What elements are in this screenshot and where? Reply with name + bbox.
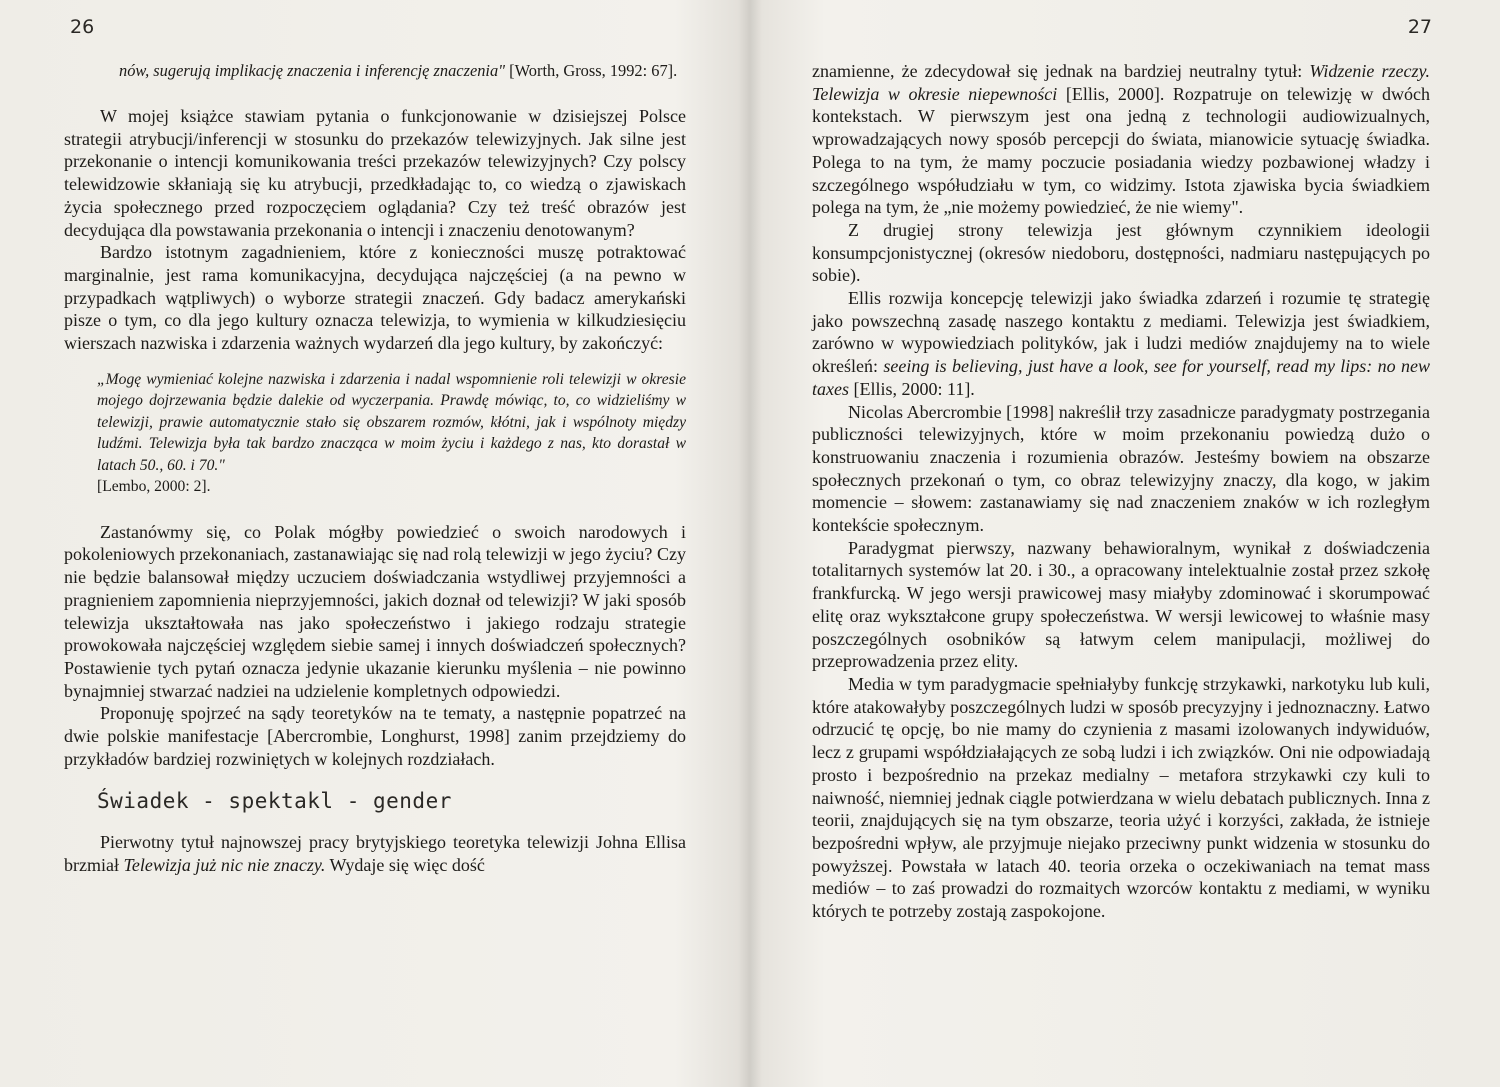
paragraph-r1-a: znamienne, że zdecydował się jednak na bardziej neutralny tytuł: [812, 61, 1310, 81]
left-page-text [64, 60, 686, 877]
section-heading: Świadek - spektakl - gender [97, 789, 452, 814]
paragraph-3: Zastanówmy się, co Polak mógłby powiedzieć o swoich narodowych i pokoleniowych przekonaniach, zastanawiając się nad rolą telewizji w jego życiu? Czy nie będzie balansował między uczuciem doświadczania wstydliwej przyjemności a pragnieniem zapomnienia nieprzyjemności, jakich doznał od telewizji? W jaki sposób telewizja ukształtowała nas jako społeczeństwo i jakiego rodzaju strategie prowokowała najczęściej względem siebie samej i innych doświadczeń społecznych? Postawienie tych pytań oznacza jedynie ukazanie kierunku myślenia – nie powinno bynajmniej stwarzać nadziei na udzielenie kompletnych odpowiedzi. [64, 521, 686, 701]
paragraph-r4: Nicolas Abercrombie [1998] nakreślił trzy zasadnicze paradygmaty postrzegania publiczności telewizyjnych, które w moim przekonaniu powiedzą dużo o konstruowaniu znaczenia i rozumienia obrazów. Jesteśmy bowiem na obszarze społecznych przekonań o tym, co obraz telewizyjny znaczy, dla kogo, w jakim momencie – słowem: zastanawiamy się nad znaczeniem znaków w ich rozległym kontekście społecznym. [812, 401, 1430, 536]
right-page-text [812, 60, 1430, 923]
paragraph-4: Proponuję spojrzeć na sądy teoretyków na te tematy, a następnie popatrzeć na dwie polskie manifestacje [Abercrombie, Longhurst, 1998] zanim przejdziemy do przykładów bardziej rozwiniętych w kolejnych rozdziałach. [64, 703, 686, 769]
paragraph-5 [64, 831, 686, 876]
page-number-left: 26 [70, 16, 95, 38]
paragraph-r2: Z drugiej strony telewizja jest głównym czynnikiem ideologii konsumpcjonistycznej (okresów niedoboru, dostępności, nadmiaru następujących po sobie). [812, 219, 1430, 286]
paragraph-r6: Media w tym paradygmacie spełniałyby funkcję strzykawki, narkotyku lub kuli, które atakowałyby poszczególnych ludzi w sposób precyzyjny i jednoznaczny. Łatwo odrzucić tę opcję, bo nie mamy do czynienia z masami izolowanych indywiduów, lecz z grupami współdziałających ze sobą ludzi i ich związków. Oni nie odpowiadają prosto i bezpośrednio na przekaz medialny – metafora strzykawki czy kuli to naiwność, niemniej jednak ciągle potwierdzana w wielu debatach publicznych. Inna z teorii, znajdujących się na tym obszarze, teoria użyć i korzyści, zakłada, że istnieje bezpośredni wpływ, ale przyjmuje niejako przeciwny punkt widzenia w stosunku do powyższej. Powstała w latach 40. teoria orzeka o oczekiwaniach na temat mass mediów – to zaś prowadzi do rozmaitych wzorców kontaktu z mediami, w wyniku których te potrzeby zostają zaspokojone. [812, 673, 1430, 922]
paragraph-5-a: Pierwotny tytuł najnowszej pracy brytyjskiego teoretyka telewizji Johna Ellisa brzmiał [64, 832, 686, 875]
block-quote-text: „Mogę wymieniać kolejne nazwiska i zdarzenia i nadal wspomnienie roli telewizji w okresie mojego dojrzewania będzie dalekie od wyczerpania. Prawdę mówiąc, to, co widzieliśmy w telewizji, prawie automatycznie stało się obszarem rozmów, kłótni, jak i wspólnoty między ludźmi. Telewizja była tak bardzo znacząca w moim życiu i każdego z nas, kto dorastał w latach 50., 60. i 70." [97, 370, 686, 474]
lead-citation [119, 60, 686, 82]
paragraph-5-italic: Telewizja już nic nie znaczy. [123, 854, 326, 875]
block-quote-ref: [Lembo, 2000: 2]. [97, 478, 211, 496]
block-quote [97, 369, 686, 498]
right-page [750, 0, 1500, 1087]
paragraph-5-b: Wydaje się więc dość [325, 854, 485, 875]
lead-citation-ref: [Worth, Gross, 1992: 67]. [505, 61, 678, 80]
paragraph-r3-b: [Ellis, 2000: 11]. [848, 378, 975, 399]
paragraph-r3 [812, 287, 1430, 401]
paragraph-1: W mojej książce stawiam pytania o funkcjonowanie w dzisiejszej Polsce strategii atrybucji/inferencji w stosunku do przekazów telewizyjnych. Jak silne jest przekonanie o intencji komunikowania treści przekazów telewizyjnych? Czy polscy telewidzowie skłaniają się ku atrybucji, przedkładając to, co wiedzą o zjawiskach życia społecznego przed rozpoczęciem oglądania? Czy też treść obrazów jest decydująca dla powstawania przekonania o intencji i znaczeniu denotowanym? [64, 106, 686, 240]
lead-citation-italic: nów, sugerują implikację znaczenia i inferencję znaczenia" [119, 61, 506, 80]
paragraph-r5: Paradygmat pierwszy, nazwany behawioralnym, wynikał z doświadczenia totalitarnych systemów lat 20. i 30., a opracowany intelektualnie został przez szkołę frankfurcką. W jego wersji prawicowej masy miałyby zdominować i skorumpować elitę oraz wykształcone grupy społeczeństwa. W wersji lewicowej to właśnie masy poszczególnych osobników są łatwym celem manipulacji, możliwej do przeprowadzenia przez elity. [812, 537, 1430, 672]
paragraph-r1 [812, 60, 1430, 219]
page-number-right: 27 [1407, 16, 1432, 38]
paragraph-r3-a: Ellis rozwija koncepcję telewizji jako świadka zdarzeń i rozumie tę strategię jako powszechną zasadę naszego kontaktu z mediami. Telewizja jest świadkiem, zarówno w wypowiedziach polityków, jak i ludzi mediów znajdujemy na to wiele określeń: [812, 288, 1430, 377]
paragraph-r3-italic: seeing is believing, just have a look, see for yourself, read my lips: no new taxes [812, 356, 1430, 399]
paragraph-r1-italic: Widzenie rzeczy. Telewizja w okresie niepewności [812, 61, 1430, 104]
paragraph-r1-b: [Ellis, 2000]. Rozpatruje on telewizję w dwóch kontekstach. W pierwszym jest ona jedną z technologii audiowizualnych, wprowadzających nowy sposób percepcji do świata, mianowicie sytuację świadka. Polega to na tym, że mamy poczucie posiadania wiedzy pozbawionej władzy i szczególnego współudziału w tym, co widzimy. Istota zjawiska bycia świadkiem polega na tym, że „nie możemy powiedzieć, że nie wiemy". [812, 83, 1430, 218]
paragraph-2: Bardzo istotnym zagadnieniem, które z konieczności muszę potraktować marginalnie, jest rama komunikacyjna, decydująca najczęściej (a na pewno w przypadkach wątpliwych) o wyborze strategii znaczeń. Gdy badacz amerykański pisze o tym, co dla jego kultury oznacza telewizja, to wymienia w kilkudziesięciu wierszach nazwiska i zdarzenia ważnych wydarzeń dla jego kultury, by zakończyć: [64, 242, 686, 354]
